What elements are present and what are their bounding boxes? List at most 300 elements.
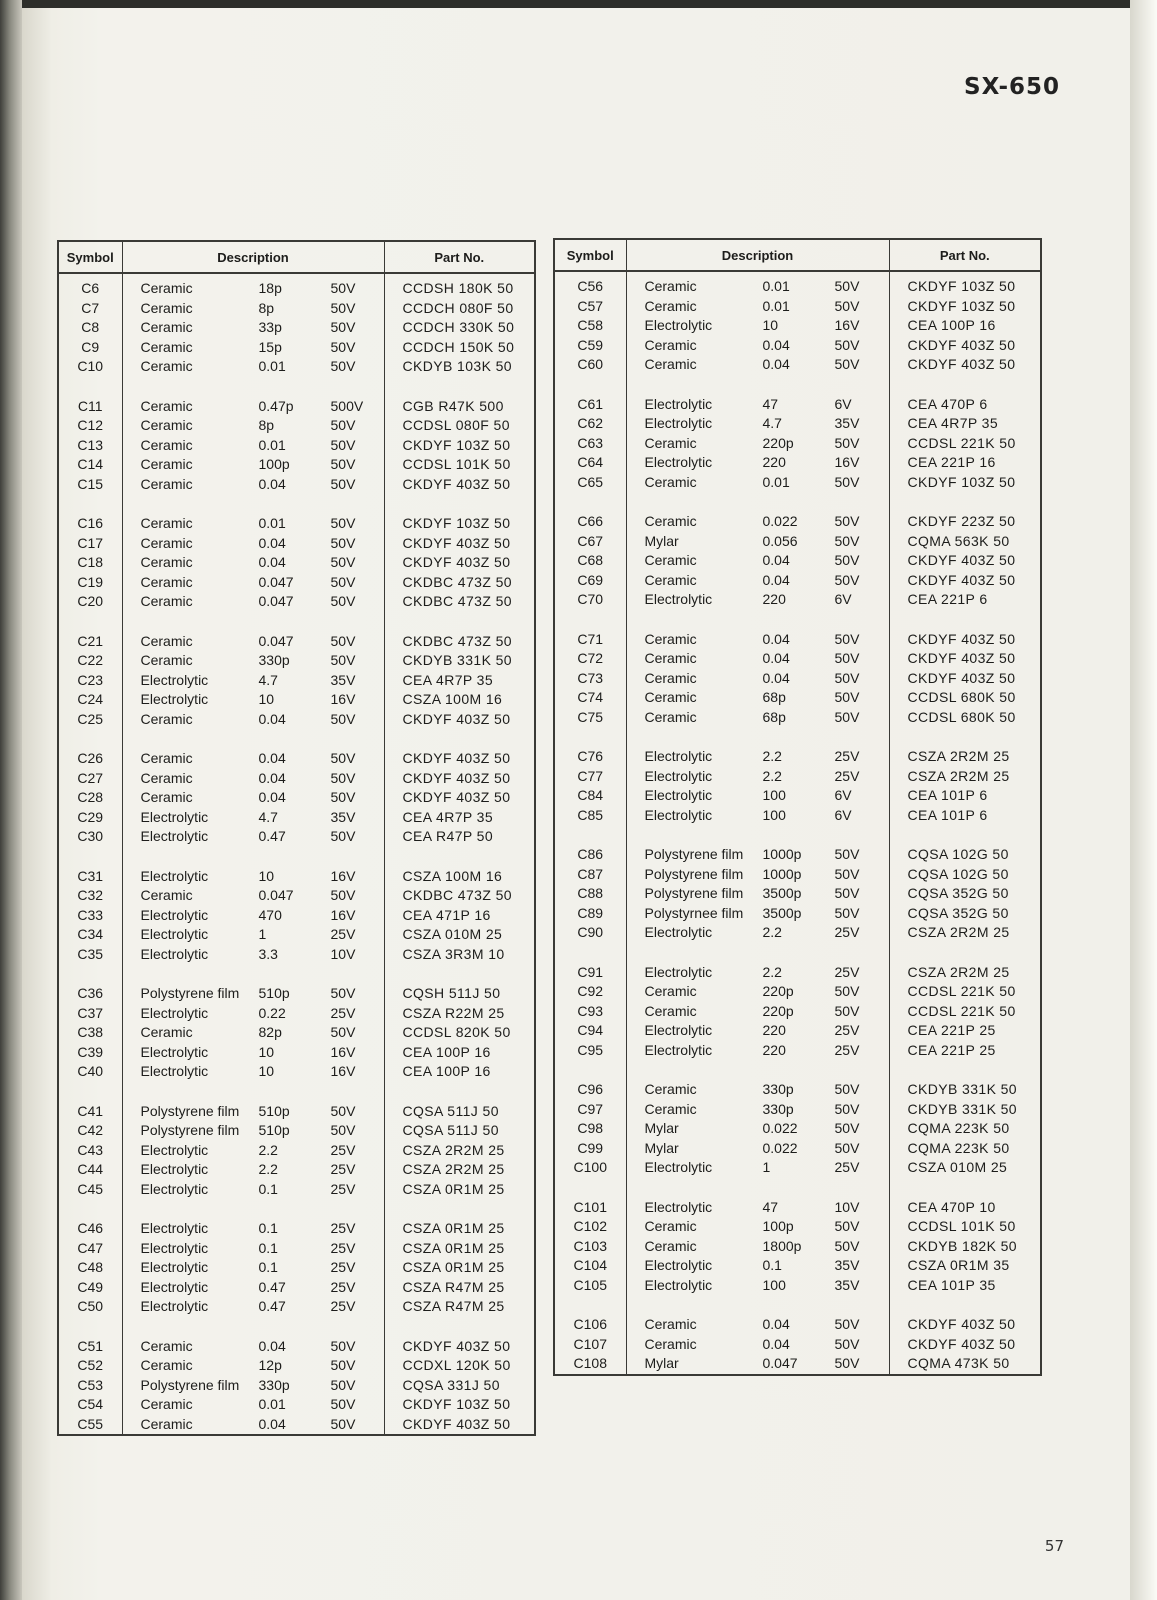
table-row — [554, 688, 1041, 708]
table-row — [554, 271, 1041, 297]
component-type: Ceramic — [140, 358, 193, 374]
component-value: 0.01 — [258, 436, 286, 453]
component-type: Ceramic — [140, 1337, 193, 1354]
table-row — [58, 1337, 535, 1357]
component-voltage: 50V — [834, 434, 860, 451]
component-value: 0.47 — [258, 828, 286, 844]
component-value: 0.04 — [762, 1316, 790, 1332]
part-number-cell: CKDYF 403Z 50 — [889, 649, 1041, 669]
symbol-cell: C29 — [58, 808, 122, 828]
spacer-cell — [626, 727, 889, 747]
description-cell — [626, 414, 889, 434]
description-cell — [626, 1217, 889, 1237]
page-top-edge — [0, 0, 1157, 8]
description-cell — [122, 357, 384, 377]
component-type: Ceramic — [644, 650, 697, 666]
part-number-cell: CQSA 331J 50 — [384, 1376, 535, 1396]
part-number-cell: CQSA 352G 50 — [889, 904, 1041, 924]
spacer-cell — [554, 1295, 626, 1315]
part-number-cell: CKDYF 403Z 50 — [384, 749, 535, 769]
symbol-cell: C30 — [58, 827, 122, 847]
component-voltage: 6V — [834, 787, 852, 803]
component-type: Ceramic — [140, 299, 193, 316]
symbol-cell: C38 — [58, 1023, 122, 1043]
component-voltage: 10V — [330, 945, 356, 962]
table-row — [58, 514, 535, 534]
description-cell — [122, 318, 384, 338]
symbol-cell: C108 — [554, 1354, 626, 1375]
component-voltage: 50V — [330, 769, 356, 786]
symbol-cell: C51 — [58, 1337, 122, 1357]
symbol-cell: C102 — [554, 1217, 626, 1237]
component-voltage: 10V — [834, 1198, 860, 1215]
part-number-cell: CKDYF 403Z 50 — [384, 1337, 535, 1357]
component-value: 47 — [762, 1198, 779, 1215]
description-cell — [122, 553, 384, 573]
component-type: Ceramic — [644, 983, 697, 999]
symbol-cell: C52 — [58, 1356, 122, 1376]
part-number-cell: CEA 4R7P 35 — [384, 671, 535, 691]
description-cell — [122, 1415, 384, 1436]
component-voltage: 50V — [834, 630, 860, 647]
table-row — [58, 475, 535, 495]
symbol-cell: C90 — [554, 923, 626, 943]
component-value: 0.01 — [762, 278, 790, 294]
component-type: Ceramic — [644, 473, 697, 490]
table-row — [554, 806, 1041, 826]
component-value: 0.1 — [762, 1257, 782, 1273]
component-value: 82p — [258, 1024, 282, 1040]
part-number-cell: CGB R47K 500 — [384, 397, 535, 417]
page-stack-edge — [1130, 0, 1157, 1600]
table-row — [554, 395, 1041, 415]
table-row — [58, 867, 535, 887]
table-row — [58, 690, 535, 710]
description-cell — [626, 434, 889, 454]
spacer-cell — [626, 1178, 889, 1198]
component-value: 0.047 — [258, 632, 294, 649]
component-voltage: 25V — [330, 1298, 356, 1314]
component-value: 47 — [762, 395, 779, 412]
symbol-cell: C21 — [58, 632, 122, 652]
table-row — [554, 708, 1041, 728]
component-type: Ceramic — [140, 554, 193, 570]
component-type: Electrolytic — [140, 1063, 209, 1079]
component-type: Electrolytic — [644, 395, 713, 412]
table-body — [58, 273, 535, 1435]
symbol-cell: C57 — [554, 297, 626, 317]
component-voltage: 50V — [834, 650, 860, 666]
description-cell — [626, 1198, 889, 1218]
symbol-cell: C32 — [58, 886, 122, 906]
component-type: Electrolytic — [644, 806, 713, 823]
part-number-cell: CKDYF 103Z 50 — [384, 1395, 535, 1415]
part-number-cell: CKDYF 103Z 50 — [384, 514, 535, 534]
table-row — [554, 590, 1041, 610]
component-voltage: 50V — [330, 710, 356, 727]
description-cell — [626, 806, 889, 826]
part-number-cell: CEA 4R7P 35 — [384, 808, 535, 828]
component-voltage: 50V — [834, 552, 860, 568]
symbol-cell: C103 — [554, 1237, 626, 1257]
component-value: 510p — [258, 1102, 290, 1119]
component-voltage: 35V — [834, 1257, 860, 1273]
component-value: 3500p — [762, 885, 802, 901]
component-voltage: 50V — [834, 1120, 860, 1136]
component-voltage: 25V — [330, 1141, 356, 1158]
component-value: 0.047 — [258, 593, 294, 609]
table-row — [554, 963, 1041, 983]
table-row — [554, 336, 1041, 356]
description-cell — [122, 827, 384, 847]
symbol-cell: C97 — [554, 1100, 626, 1120]
table-row — [554, 1237, 1041, 1257]
component-value: 2.2 — [762, 748, 782, 764]
component-type: Ceramic — [644, 1002, 697, 1019]
component-type: Ceramic — [140, 475, 193, 492]
spacer-cell — [554, 1178, 626, 1198]
component-type: Polystyrene film — [140, 1122, 240, 1138]
spacer-cell — [122, 964, 384, 984]
component-voltage: 50V — [330, 358, 356, 374]
component-value: 1 — [258, 926, 267, 942]
description-cell — [122, 945, 384, 965]
description-cell — [626, 767, 889, 787]
component-value: 68p — [762, 689, 786, 705]
part-number-cell: CKDYF 103Z 50 — [889, 473, 1041, 493]
table-row — [58, 1376, 535, 1396]
table-row — [554, 1158, 1041, 1178]
part-number-cell: CKDYF 403Z 50 — [889, 669, 1041, 689]
part-number-cell: CEA 4R7P 35 — [889, 414, 1041, 434]
table-row — [58, 1415, 535, 1436]
component-type: Electrolytic — [140, 1239, 209, 1256]
symbol-cell: C68 — [554, 551, 626, 571]
component-type: Mylar — [644, 532, 679, 549]
symbol-cell: C53 — [58, 1376, 122, 1396]
description-cell — [122, 455, 384, 475]
description-cell — [626, 1041, 889, 1061]
table-row — [554, 551, 1041, 571]
table-row — [58, 925, 535, 945]
component-value: 0.04 — [258, 475, 286, 492]
component-value: 0.022 — [762, 513, 798, 529]
description-cell — [122, 1376, 384, 1396]
part-number-cell: CCDXL 120K 50 — [384, 1356, 535, 1376]
symbol-cell: C43 — [58, 1141, 122, 1161]
symbol-cell: C55 — [58, 1415, 122, 1436]
part-number-cell: CCDSL 101K 50 — [889, 1217, 1041, 1237]
symbol-cell: C89 — [554, 904, 626, 924]
group-spacer — [58, 377, 535, 397]
part-number-cell: CKDYF 403Z 50 — [384, 788, 535, 808]
part-no-header: Part No. — [384, 241, 535, 273]
component-voltage: 25V — [330, 1239, 356, 1256]
description-cell — [122, 1141, 384, 1161]
table-row — [554, 1276, 1041, 1296]
description-cell — [626, 630, 889, 650]
group-spacer — [554, 492, 1041, 512]
description-cell — [122, 1180, 384, 1200]
component-voltage: 50V — [834, 708, 860, 725]
description-cell — [122, 1023, 384, 1043]
component-type: Mylar — [644, 1139, 679, 1156]
group-spacer — [554, 825, 1041, 845]
symbol-cell: C70 — [554, 590, 626, 610]
component-voltage: 50V — [330, 554, 356, 570]
component-type: Electrolytic — [140, 945, 209, 962]
part-number-cell: CKDYF 403Z 50 — [889, 551, 1041, 571]
component-voltage: 50V — [834, 1316, 860, 1332]
component-value: 0.1 — [258, 1220, 278, 1236]
table-row — [58, 1239, 535, 1259]
component-type: Ceramic — [644, 552, 697, 568]
part-number-cell: CKDBC 473Z 50 — [384, 573, 535, 593]
component-value: 0.04 — [258, 534, 286, 551]
symbol-cell: C59 — [554, 336, 626, 356]
table-row — [554, 1002, 1041, 1022]
component-voltage: 50V — [834, 571, 860, 588]
table-row — [554, 1021, 1041, 1041]
component-type: Ceramic — [140, 436, 193, 453]
component-type: Polystyrene film — [644, 885, 744, 901]
symbol-cell: C62 — [554, 414, 626, 434]
component-value: 0.04 — [762, 552, 790, 568]
component-voltage: 50V — [834, 532, 860, 549]
description-cell — [626, 669, 889, 689]
component-type: Ceramic — [644, 689, 697, 705]
symbol-cell: C35 — [58, 945, 122, 965]
description-cell — [122, 1043, 384, 1063]
symbol-cell: C61 — [554, 395, 626, 415]
component-voltage: 50V — [330, 417, 356, 433]
component-type: Ceramic — [140, 338, 193, 355]
group-spacer — [58, 1082, 535, 1102]
component-voltage: 50V — [330, 632, 356, 649]
table-row — [554, 453, 1041, 473]
part-number-cell: CCDSL 680K 50 — [889, 688, 1041, 708]
symbol-cell: C105 — [554, 1276, 626, 1296]
part-number-cell: CKDYF 403Z 50 — [384, 1415, 535, 1436]
component-voltage: 50V — [330, 652, 356, 668]
table-row — [58, 1258, 535, 1278]
symbol-cell: C15 — [58, 475, 122, 495]
part-number-cell: CQSA 511J 50 — [384, 1102, 535, 1122]
component-type: Electrolytic — [140, 691, 209, 707]
part-number-cell: CSZA 100M 16 — [384, 690, 535, 710]
parts-table-right — [553, 238, 1042, 1376]
part-number-cell: CEA 221P 25 — [889, 1021, 1041, 1041]
component-value: 0.04 — [258, 750, 286, 766]
symbol-cell: C9 — [58, 338, 122, 358]
table-row — [58, 906, 535, 926]
component-type: Electrolytic — [644, 1022, 713, 1038]
component-type: Electrolytic — [644, 415, 713, 431]
table-row — [58, 651, 535, 671]
spacer-cell — [626, 1295, 889, 1315]
part-number-cell: CQSA 102G 50 — [889, 865, 1041, 885]
table-row — [554, 355, 1041, 375]
part-number-cell: CCDSL 080F 50 — [384, 416, 535, 436]
description-cell — [122, 710, 384, 730]
component-value: 33p — [258, 319, 282, 335]
part-number-cell: CKDYF 403Z 50 — [384, 553, 535, 573]
part-number-cell: CKDYF 403Z 50 — [384, 534, 535, 554]
symbol-cell: C22 — [58, 651, 122, 671]
component-type: Polystyrnee film — [644, 904, 744, 921]
description-cell — [122, 788, 384, 808]
table-row — [554, 786, 1041, 806]
component-type: Polystyrene film — [140, 1376, 240, 1393]
part-number-cell: CKDYF 403Z 50 — [384, 710, 535, 730]
group-spacer — [58, 494, 535, 514]
component-voltage: 50V — [330, 887, 356, 903]
table-row — [58, 534, 535, 554]
table-row — [554, 1217, 1041, 1237]
symbol-cell: C10 — [58, 357, 122, 377]
component-voltage: 25V — [330, 1004, 356, 1021]
component-value: 330p — [258, 652, 290, 668]
description-cell — [626, 1002, 889, 1022]
symbol-cell: C66 — [554, 512, 626, 532]
component-voltage: 50V — [330, 515, 356, 531]
table-row — [58, 945, 535, 965]
description-cell — [122, 436, 384, 456]
part-number-cell: CEA 100P 16 — [384, 1062, 535, 1082]
part-number-cell: CEA 221P 25 — [889, 1041, 1041, 1061]
description-cell — [122, 867, 384, 887]
description-cell — [626, 1080, 889, 1100]
symbol-header: Symbol — [58, 241, 122, 273]
table-row — [58, 273, 535, 299]
component-voltage: 50V — [834, 885, 860, 901]
component-value: 0.01 — [258, 515, 286, 531]
part-number-cell: CCDSL 820K 50 — [384, 1023, 535, 1043]
spacer-cell — [58, 1317, 122, 1337]
symbol-cell: C94 — [554, 1021, 626, 1041]
spacer-cell — [384, 1317, 535, 1337]
symbol-cell: C98 — [554, 1119, 626, 1139]
table-row — [58, 318, 535, 338]
symbol-cell: C64 — [554, 453, 626, 473]
component-type: Electrolytic — [140, 828, 209, 844]
part-number-cell: CEA 471P 16 — [384, 906, 535, 926]
description-cell — [626, 786, 889, 806]
table-row — [554, 884, 1041, 904]
component-value: 68p — [762, 708, 786, 725]
component-type: Electrolytic — [140, 1259, 209, 1275]
table-row — [554, 845, 1041, 865]
part-number-cell: CQMA 223K 50 — [889, 1139, 1041, 1159]
component-type: Ceramic — [140, 319, 193, 335]
symbol-cell: C60 — [554, 355, 626, 375]
spacer-cell — [384, 1082, 535, 1102]
component-type: Electrolytic — [140, 1278, 209, 1295]
description-cell — [626, 845, 889, 865]
spacer-cell — [554, 375, 626, 395]
component-voltage: 50V — [834, 1237, 860, 1254]
component-voltage: 50V — [834, 1139, 860, 1156]
table-row — [58, 573, 535, 593]
component-type: Ceramic — [644, 630, 697, 647]
component-value: 0.47p — [258, 397, 294, 414]
component-type: Polystyrene film — [644, 865, 744, 882]
component-voltage: 50V — [330, 1102, 356, 1119]
table-row — [554, 532, 1041, 552]
table-row — [58, 436, 535, 456]
description-cell — [626, 1021, 889, 1041]
part-number-cell: CSZA R22M 25 — [384, 1004, 535, 1024]
spacer-cell — [626, 943, 889, 963]
component-value: 0.04 — [762, 669, 790, 686]
spacer-cell — [58, 377, 122, 397]
spacer-cell — [384, 377, 535, 397]
symbol-cell: C16 — [58, 514, 122, 534]
group-spacer — [554, 1295, 1041, 1315]
table-row — [554, 1100, 1041, 1120]
symbol-cell: C67 — [554, 532, 626, 552]
component-type: Polystyrene film — [140, 985, 240, 1001]
table-row — [554, 904, 1041, 924]
table-row — [58, 1278, 535, 1298]
component-voltage: 50V — [834, 1218, 860, 1234]
description-cell — [122, 338, 384, 358]
symbol-cell: C92 — [554, 982, 626, 1002]
description-cell — [122, 1258, 384, 1278]
table-row — [58, 1141, 535, 1161]
component-value: 0.04 — [762, 571, 790, 588]
description-cell — [626, 1315, 889, 1335]
table-row — [554, 1041, 1041, 1061]
component-type: Ceramic — [140, 397, 193, 414]
component-voltage: 50V — [330, 319, 356, 335]
component-type: Ceramic — [644, 297, 697, 314]
binder-edge — [0, 0, 22, 1600]
component-voltage: 16V — [330, 1063, 356, 1079]
component-value: 0.1 — [258, 1180, 278, 1197]
component-type: Ceramic — [140, 769, 193, 786]
component-voltage: 50V — [330, 1122, 356, 1138]
table-row — [58, 455, 535, 475]
group-spacer — [554, 1178, 1041, 1198]
symbol-cell: C56 — [554, 271, 626, 297]
component-value: 0.04 — [258, 789, 286, 805]
component-value: 220p — [762, 1002, 794, 1019]
description-cell — [626, 1100, 889, 1120]
description-cell — [626, 1158, 889, 1178]
table-row — [58, 1121, 535, 1141]
part-number-cell: CKDYF 103Z 50 — [889, 297, 1041, 317]
table-row — [58, 1160, 535, 1180]
description-cell — [122, 1337, 384, 1357]
part-number-cell: CSZA 0R1M 25 — [384, 1219, 535, 1239]
description-cell — [122, 592, 384, 612]
component-type: Electrolytic — [140, 1180, 209, 1197]
description-cell — [122, 514, 384, 534]
component-voltage: 50V — [330, 1337, 356, 1354]
table-row — [554, 1315, 1041, 1335]
component-voltage: 35V — [330, 808, 356, 825]
symbol-cell: C23 — [58, 671, 122, 691]
component-value: 10 — [258, 1043, 275, 1060]
component-voltage: 50V — [330, 436, 356, 453]
part-number-cell: CKDYF 403Z 50 — [384, 475, 535, 495]
symbol-cell: C42 — [58, 1121, 122, 1141]
component-type: Electrolytic — [140, 671, 209, 688]
group-spacer — [58, 612, 535, 632]
component-type: Electrolytic — [644, 787, 713, 803]
component-voltage: 6V — [834, 591, 852, 607]
